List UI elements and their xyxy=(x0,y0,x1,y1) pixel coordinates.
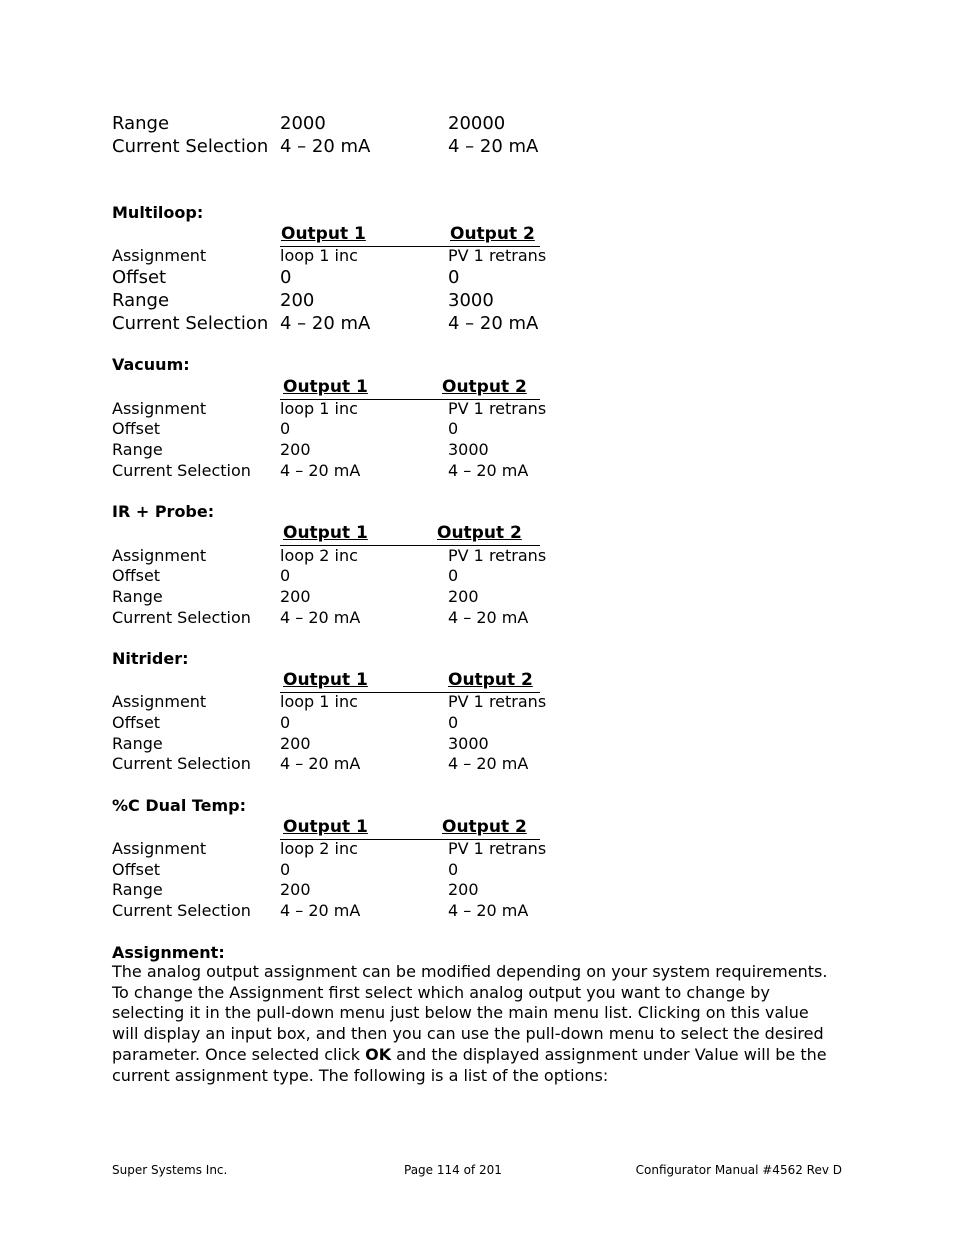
output-1-value: 2000 xyxy=(280,113,326,134)
table-row xyxy=(112,113,852,135)
output-1-value: loop 1 inc xyxy=(280,246,358,265)
ok-keyword: OK xyxy=(365,1044,392,1064)
row-label: Current Selection xyxy=(112,608,251,627)
column-header-output-1: Output 1 xyxy=(283,670,368,690)
table-row xyxy=(112,587,852,609)
footer-company: Super Systems Inc. xyxy=(112,1163,228,1177)
column-header-output-2: Output 2 xyxy=(437,523,522,543)
row-label: Offset xyxy=(112,419,161,438)
row-label: Offset xyxy=(112,713,161,732)
column-header-output-1: Output 1 xyxy=(283,817,368,837)
table-row xyxy=(112,136,852,158)
output-1-value: 200 xyxy=(280,734,311,753)
output-1-value: 4 – 20 mA xyxy=(280,608,361,627)
output-2-value: 20000 xyxy=(448,113,506,134)
section-title-vacuum: Vacuum: xyxy=(112,355,190,374)
output-2-value: 0 xyxy=(448,267,460,288)
table-row xyxy=(112,546,852,568)
table-row xyxy=(112,880,852,902)
output-1-value: loop 1 inc xyxy=(280,399,358,418)
output-1-value: 0 xyxy=(280,566,291,585)
output-1-value: loop 2 inc xyxy=(280,839,358,858)
column-header-output-1: Output 1 xyxy=(281,224,366,244)
column-header-row xyxy=(280,670,540,693)
row-label: Current Selection xyxy=(112,461,251,480)
table-row xyxy=(112,461,852,483)
table-row xyxy=(112,246,852,268)
output-1-value: 4 – 20 mA xyxy=(280,136,371,157)
output-2-value: 0 xyxy=(448,860,459,879)
row-label: Assignment xyxy=(112,246,207,265)
assignment-text-part-2: and the displayed assignment under Value will be the current assignment type. The following is a list of the options: xyxy=(112,1044,827,1085)
output-2-value: 0 xyxy=(448,419,459,438)
output-2-value: 3000 xyxy=(448,734,489,753)
row-label: Range xyxy=(112,734,163,753)
output-2-value: 0 xyxy=(448,566,459,585)
output-2-value: 4 – 20 mA xyxy=(448,754,529,773)
output-1-value: 200 xyxy=(280,290,315,311)
output-1-value: loop 2 inc xyxy=(280,546,358,565)
column-header-row xyxy=(280,817,540,840)
output-1-value: 0 xyxy=(280,860,291,879)
output-1-value: 4 – 20 mA xyxy=(280,901,361,920)
output-2-value: 200 xyxy=(448,587,479,606)
column-header-row xyxy=(280,224,540,247)
section-title-dual-temp: %C Dual Temp: xyxy=(112,796,247,815)
output-1-value: 0 xyxy=(280,267,292,288)
output-1-value: 200 xyxy=(280,880,311,899)
assignment-description xyxy=(112,962,840,1086)
output-2-value: 4 – 20 mA xyxy=(448,136,539,157)
row-label: Assignment xyxy=(112,839,207,858)
column-header-output-2: Output 2 xyxy=(442,817,527,837)
table-row xyxy=(112,267,852,289)
output-1-value: 200 xyxy=(280,587,311,606)
output-2-value: PV 1 retrans xyxy=(448,692,547,711)
table-row xyxy=(112,713,852,735)
section-title-multiloop: Multiloop: xyxy=(112,203,204,222)
output-2-value: 4 – 20 mA xyxy=(448,461,529,480)
row-label: Range xyxy=(112,113,170,134)
table-row xyxy=(112,290,852,312)
output-1-value: 4 – 20 mA xyxy=(280,754,361,773)
output-1-value: 4 – 20 mA xyxy=(280,313,371,334)
row-label: Offset xyxy=(112,267,167,288)
row-label: Range xyxy=(112,880,163,899)
footer-manual-id: Configurator Manual #4562 Rev D xyxy=(635,1163,842,1177)
column-header-output-2: Output 2 xyxy=(448,670,533,690)
row-label: Range xyxy=(112,440,163,459)
output-2-value: PV 1 retrans xyxy=(448,246,547,265)
output-2-value: 3000 xyxy=(448,440,489,459)
table-row xyxy=(112,692,852,714)
row-label: Offset xyxy=(112,566,161,585)
table-row xyxy=(112,608,852,630)
row-label: Current Selection xyxy=(112,313,269,334)
table-row xyxy=(112,839,852,861)
section-title-nitrider: Nitrider: xyxy=(112,649,189,668)
table-row xyxy=(112,734,852,756)
output-2-value: PV 1 retrans xyxy=(448,546,547,565)
output-2-value: PV 1 retrans xyxy=(448,399,547,418)
column-header-row xyxy=(280,377,540,400)
assignment-text-part-1: The analog output assignment can be modified depending on your system requirements. To change the Assignment first select which analog output you want to change by selecting it in the pull-down menu just below the main menu list. Clicking on this value will display an input box, and then you can use the pull-down menu to select the desired parameter. Once selected click xyxy=(112,962,828,1064)
output-1-value: 4 – 20 mA xyxy=(280,461,361,480)
column-header-output-1: Output 1 xyxy=(283,523,368,543)
assignment-heading: Assignment: xyxy=(112,943,225,962)
column-header-output-2: Output 2 xyxy=(450,224,535,244)
row-label: Offset xyxy=(112,860,161,879)
output-2-value: 3000 xyxy=(448,290,494,311)
row-label: Range xyxy=(112,290,170,311)
table-row xyxy=(112,399,852,421)
output-2-value: PV 1 retrans xyxy=(448,839,547,858)
output-2-value: 0 xyxy=(448,713,459,732)
row-label: Current Selection xyxy=(112,901,251,920)
row-label: Range xyxy=(112,587,163,606)
row-label: Assignment xyxy=(112,546,207,565)
row-label: Current Selection xyxy=(112,754,251,773)
row-label: Assignment xyxy=(112,692,207,711)
table-row xyxy=(112,566,852,588)
table-row xyxy=(112,419,852,441)
table-row xyxy=(112,860,852,882)
output-2-value: 200 xyxy=(448,880,479,899)
output-1-value: 0 xyxy=(280,419,291,438)
output-2-value: 4 – 20 mA xyxy=(448,313,539,334)
table-row xyxy=(112,754,852,776)
column-header-row xyxy=(280,523,540,546)
output-2-value: 4 – 20 mA xyxy=(448,608,529,627)
column-header-output-2: Output 2 xyxy=(442,377,527,397)
output-1-value: 200 xyxy=(280,440,311,459)
table-row xyxy=(112,440,852,462)
column-header-output-1: Output 1 xyxy=(283,377,368,397)
row-label: Current Selection xyxy=(112,136,269,157)
output-1-value: loop 1 inc xyxy=(280,692,358,711)
section-title-ir-probe: IR + Probe: xyxy=(112,502,215,521)
footer-page-number: Page 114 of 201 xyxy=(404,1163,502,1177)
output-1-value: 0 xyxy=(280,713,291,732)
table-row xyxy=(112,313,852,335)
row-label: Assignment xyxy=(112,399,207,418)
table-row xyxy=(112,901,852,923)
output-2-value: 4 – 20 mA xyxy=(448,901,529,920)
